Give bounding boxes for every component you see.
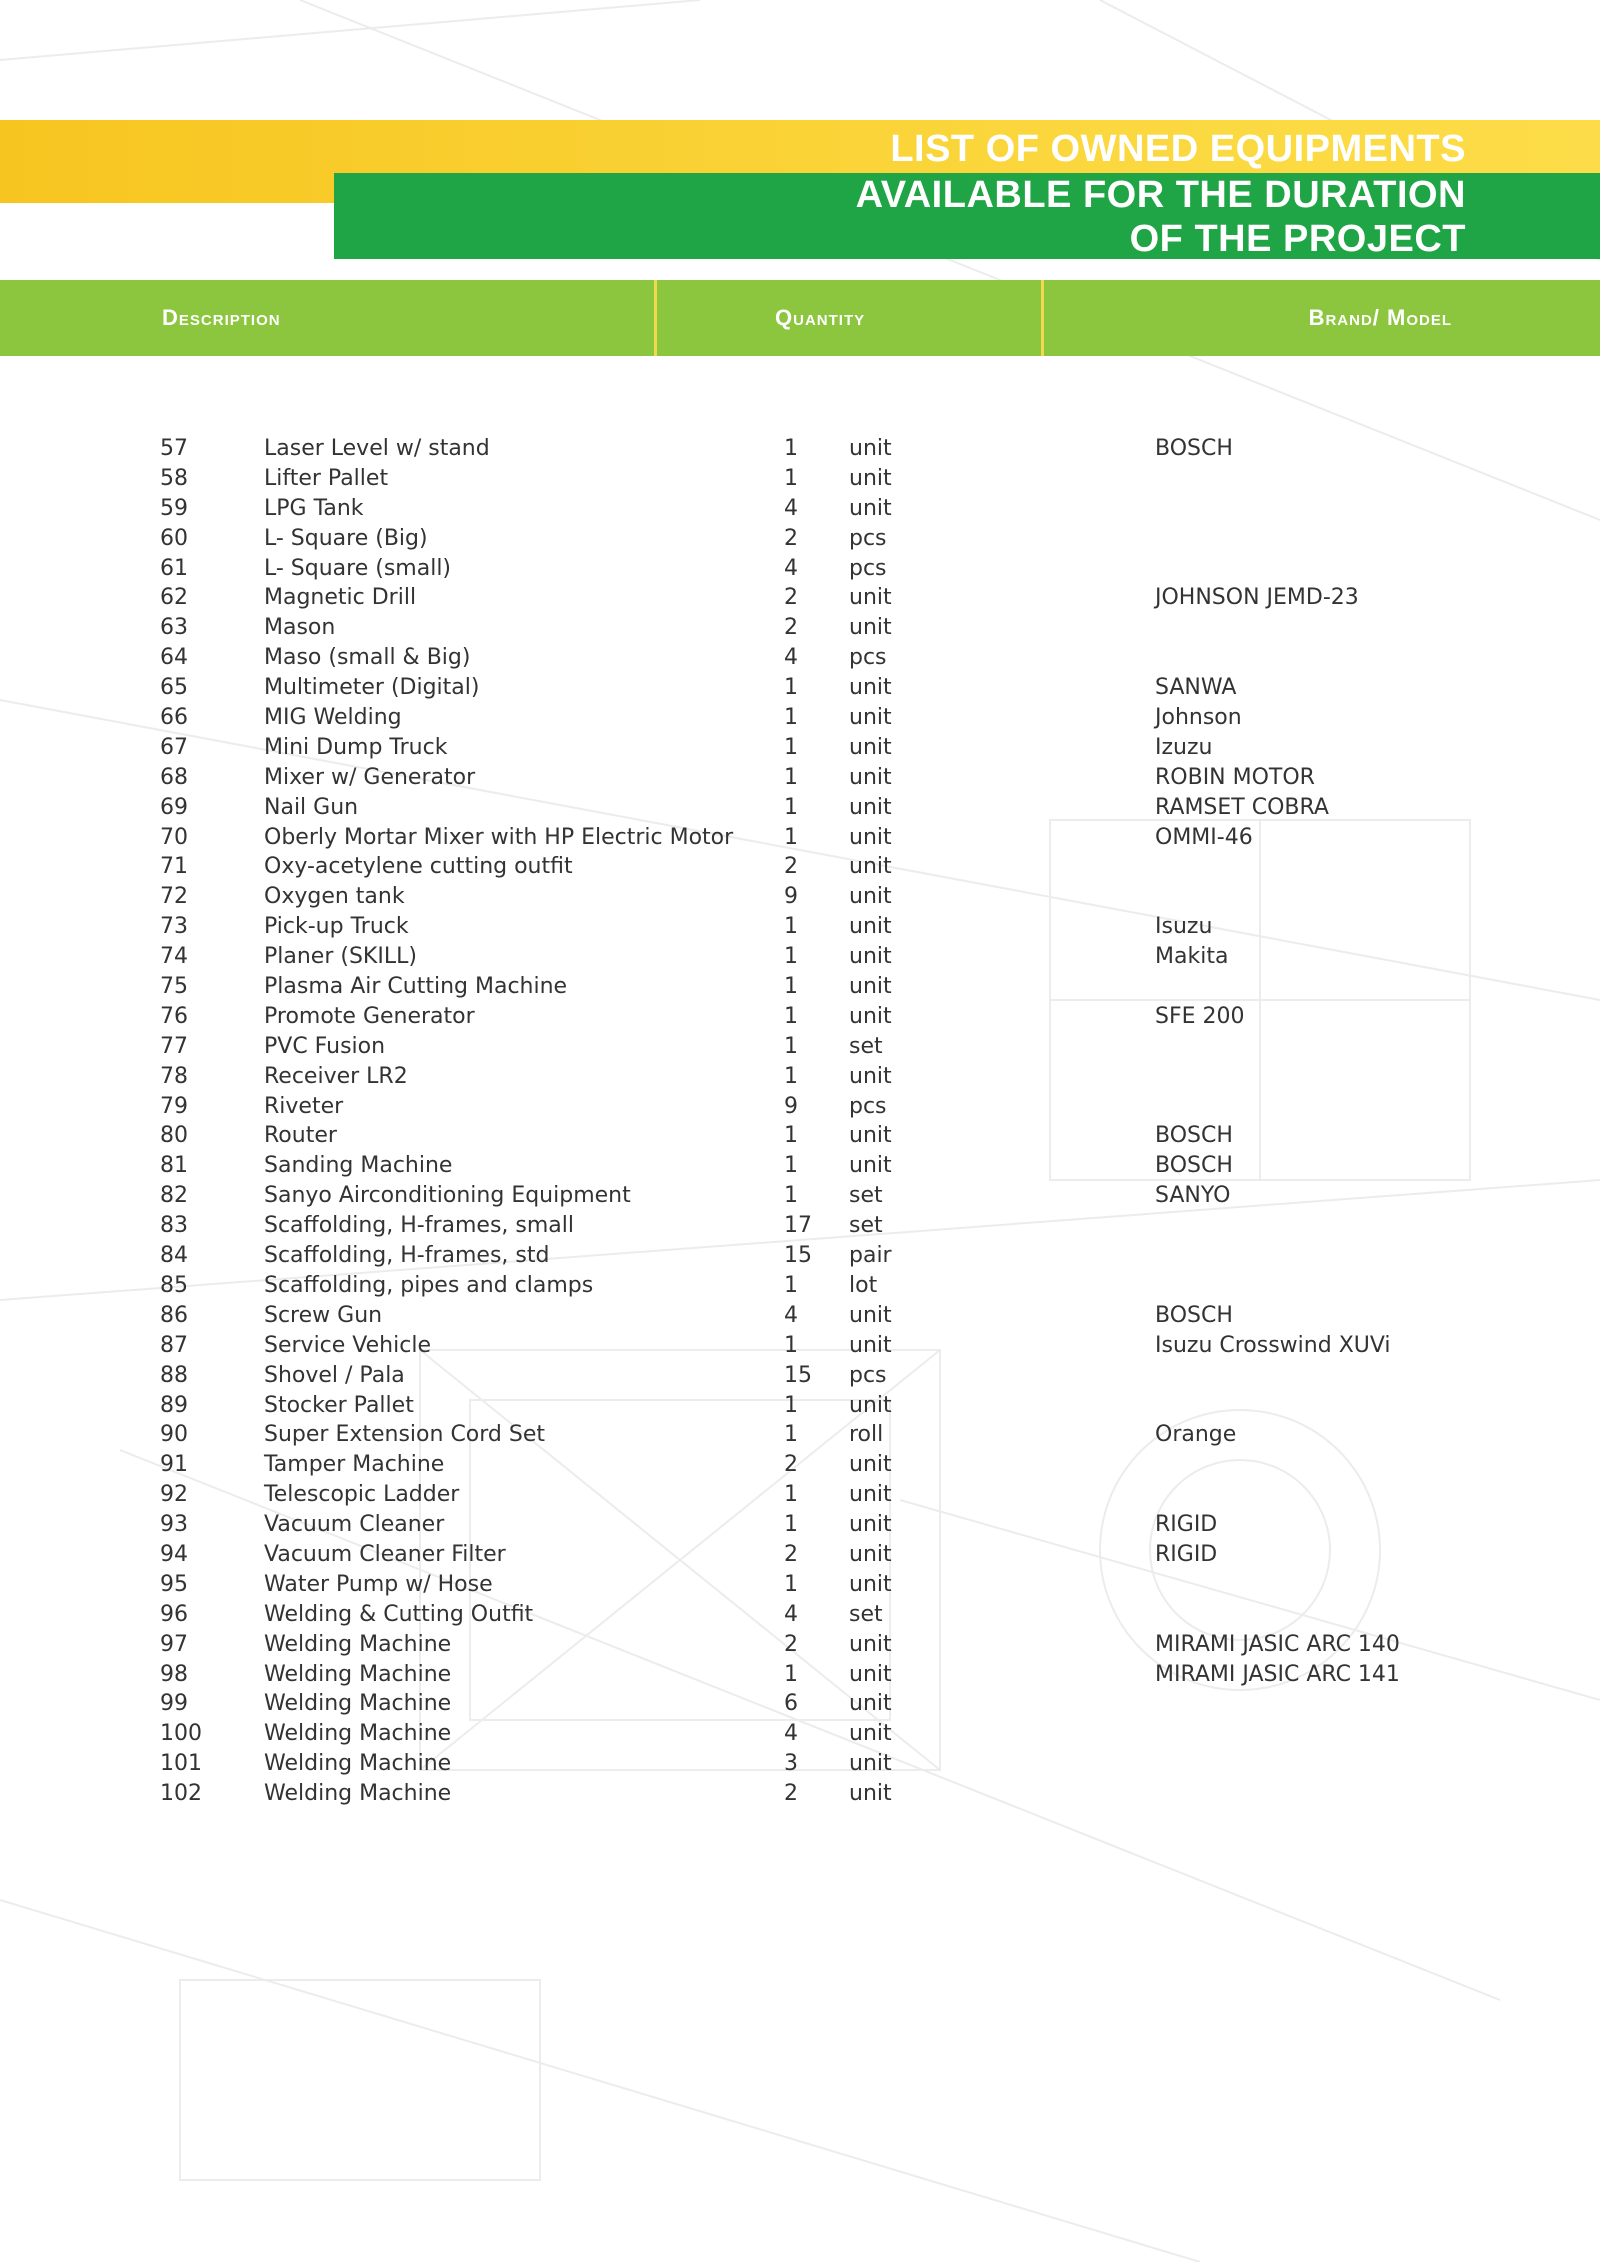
item-quantity: 2: [784, 1452, 798, 1478]
item-number: 93: [160, 1512, 188, 1538]
table-row: [0, 1361, 1600, 1391]
item-description: Pick-up Truck: [264, 914, 409, 940]
item-quantity: 4: [784, 495, 798, 521]
item-number: 81: [160, 1153, 188, 1179]
item-unit: unit: [849, 1691, 892, 1717]
item-quantity: 4: [784, 1302, 798, 1328]
item-number: 68: [160, 764, 188, 790]
item-description: Maso (small & Big): [264, 645, 471, 671]
item-brand-model: RIGID: [1155, 1512, 1218, 1538]
item-brand-model: Makita: [1155, 944, 1229, 970]
item-unit: pcs: [849, 525, 887, 551]
item-description: Welding Machine: [264, 1751, 452, 1777]
item-description: Scaffolding, H-frames, std: [264, 1243, 550, 1269]
item-quantity: 1: [784, 914, 798, 940]
table-row: [0, 673, 1600, 703]
table-row: [0, 912, 1600, 942]
item-unit: pcs: [849, 645, 887, 671]
item-description: Welding Machine: [264, 1661, 452, 1687]
item-quantity: 1: [784, 1482, 798, 1508]
item-number: 91: [160, 1452, 188, 1478]
table-row: [0, 1331, 1600, 1361]
item-number: 67: [160, 734, 188, 760]
item-description: Mason: [264, 615, 336, 641]
item-brand-model: BOSCH: [1155, 436, 1233, 461]
item-description: Oxygen tank: [264, 884, 405, 910]
item-description: LPG Tank: [264, 495, 364, 521]
title-line-2: AVAILABLE FOR THE DURATION: [855, 174, 1466, 216]
item-quantity: 1: [784, 1153, 798, 1179]
item-unit: set: [849, 1183, 883, 1209]
table-row: [0, 1779, 1600, 1809]
item-description: Tamper Machine: [264, 1452, 445, 1478]
table-row: [0, 1570, 1600, 1600]
item-description: L- Square (small): [264, 555, 452, 581]
item-description: Planer (SKILL): [264, 944, 417, 970]
table-row: [0, 524, 1600, 554]
item-brand-model: BOSCH: [1155, 1302, 1233, 1328]
item-quantity: 2: [784, 854, 798, 880]
item-unit: unit: [849, 1751, 892, 1777]
item-description: Welding Machine: [264, 1781, 452, 1807]
item-number: 62: [160, 585, 188, 611]
item-description: Welding Machine: [264, 1691, 452, 1717]
item-quantity: 4: [784, 645, 798, 671]
table-row: [0, 583, 1600, 613]
table-row: [0, 1391, 1600, 1421]
item-number: 72: [160, 884, 188, 910]
table-row: [0, 613, 1600, 643]
item-quantity: 1: [784, 1332, 798, 1358]
table-row: [0, 1002, 1600, 1032]
item-unit: set: [849, 1213, 883, 1239]
table-row: [0, 972, 1600, 1002]
table-row: [0, 1211, 1600, 1241]
item-unit: unit: [849, 1392, 892, 1418]
item-quantity: 1: [784, 1392, 798, 1418]
item-unit: unit: [849, 1302, 892, 1328]
item-number: 85: [160, 1272, 188, 1298]
item-number: 60: [160, 525, 188, 551]
item-number: 89: [160, 1392, 188, 1418]
item-unit: unit: [849, 914, 892, 940]
table-row: [0, 1749, 1600, 1779]
equipment-list: [0, 434, 1600, 1809]
table-row: [0, 1719, 1600, 1749]
item-description: Receiver LR2: [264, 1063, 408, 1089]
item-quantity: 2: [784, 585, 798, 611]
item-unit: unit: [849, 1541, 892, 1567]
item-description: L- Square (Big): [264, 525, 428, 551]
item-unit: unit: [849, 974, 892, 1000]
item-quantity: 9: [784, 884, 798, 910]
item-quantity: 1: [784, 1033, 798, 1059]
item-brand-model: JOHNSON JEMD-23: [1155, 585, 1359, 611]
item-brand-model: RIGID: [1155, 1541, 1218, 1567]
item-number: 77: [160, 1033, 188, 1059]
item-unit: pcs: [849, 1093, 887, 1119]
item-description: Sanyo Airconditioning Equipment: [264, 1183, 631, 1209]
item-quantity: 1: [784, 764, 798, 790]
item-brand-model: SFE 200: [1155, 1003, 1245, 1029]
item-number: 83: [160, 1213, 188, 1239]
item-unit: unit: [849, 465, 892, 491]
item-description: Water Pump w/ Hose: [264, 1571, 493, 1597]
item-brand-model: Orange: [1155, 1422, 1237, 1448]
table-row: [0, 882, 1600, 912]
table-row: [0, 1032, 1600, 1062]
item-unit: unit: [849, 854, 892, 880]
item-number: 63: [160, 615, 188, 641]
item-description: Welding & Cutting Outfit: [264, 1601, 534, 1627]
item-brand-model: Izuzu: [1155, 734, 1213, 760]
item-number: 57: [160, 436, 188, 461]
item-unit: roll: [849, 1422, 884, 1448]
table-row: [0, 1420, 1600, 1450]
item-unit: set: [849, 1601, 883, 1627]
item-number: 61: [160, 555, 188, 581]
item-number: 92: [160, 1482, 188, 1508]
table-row: [0, 434, 1600, 464]
item-description: Shovel / Pala: [264, 1362, 405, 1388]
item-brand-model: MIRAMI JASIC ARC 140: [1155, 1631, 1400, 1657]
item-number: 80: [160, 1123, 188, 1149]
table-row: [0, 494, 1600, 524]
table-row: [0, 1480, 1600, 1510]
item-number: 69: [160, 794, 188, 820]
item-description: Service Vehicle: [264, 1332, 431, 1358]
item-number: 84: [160, 1243, 188, 1269]
header-divider: [654, 280, 657, 356]
item-description: Mixer w/ Generator: [264, 764, 476, 790]
item-quantity: 1: [784, 1183, 798, 1209]
item-number: 97: [160, 1631, 188, 1657]
table-row: [0, 1301, 1600, 1331]
item-number: 65: [160, 675, 188, 701]
item-unit: unit: [849, 1661, 892, 1687]
item-number: 101: [160, 1751, 202, 1777]
item-brand-model: BOSCH: [1155, 1123, 1233, 1149]
item-quantity: 15: [784, 1243, 812, 1269]
item-brand-model: RAMSET COBRA: [1155, 794, 1329, 820]
item-quantity: 1: [784, 705, 798, 731]
item-unit: unit: [849, 1512, 892, 1538]
item-description: Welding Machine: [264, 1721, 452, 1747]
table-row: [0, 793, 1600, 823]
item-description: Lifter Pallet: [264, 465, 389, 491]
item-unit: unit: [849, 615, 892, 641]
item-number: 87: [160, 1332, 188, 1358]
item-number: 58: [160, 465, 188, 491]
item-number: 73: [160, 914, 188, 940]
header-divider: [1041, 280, 1044, 356]
table-row: [0, 1540, 1600, 1570]
item-number: 88: [160, 1362, 188, 1388]
item-quantity: 2: [784, 525, 798, 551]
item-brand-model: BOSCH: [1155, 1153, 1233, 1179]
item-number: 96: [160, 1601, 188, 1627]
column-header-quantity: Quantity: [775, 305, 866, 330]
item-brand-model: MIRAMI JASIC ARC 141: [1155, 1661, 1400, 1687]
item-unit: unit: [849, 1631, 892, 1657]
table-row: [0, 763, 1600, 793]
item-description: Vacuum Cleaner Filter: [264, 1541, 506, 1567]
item-quantity: 4: [784, 1601, 798, 1627]
item-unit: unit: [849, 824, 892, 850]
item-quantity: 1: [784, 1661, 798, 1687]
item-description: Mini Dump Truck: [264, 734, 448, 760]
item-brand-model: SANWA: [1155, 675, 1237, 701]
table-row: [0, 1241, 1600, 1271]
title-line-1: LIST OF OWNED EQUIPMENTS: [890, 128, 1466, 170]
item-unit: unit: [849, 794, 892, 820]
item-unit: pcs: [849, 1362, 887, 1388]
table-row: [0, 1062, 1600, 1092]
item-quantity: 2: [784, 1541, 798, 1567]
item-brand-model: Isuzu Crosswind XUVi: [1155, 1332, 1391, 1358]
item-description: Plasma Air Cutting Machine: [264, 974, 568, 1000]
item-description: Stocker Pallet: [264, 1392, 414, 1418]
item-description: PVC Fusion: [264, 1033, 386, 1059]
item-unit: unit: [849, 1003, 892, 1029]
item-description: Vacuum Cleaner: [264, 1512, 445, 1538]
item-quantity: 1: [784, 1272, 798, 1298]
table-row: [0, 554, 1600, 584]
item-number: 94: [160, 1541, 188, 1567]
table-row: [0, 1510, 1600, 1540]
item-number: 90: [160, 1422, 188, 1448]
table-row: [0, 1660, 1600, 1690]
item-unit: unit: [849, 1482, 892, 1508]
item-description: Multimeter (Digital): [264, 675, 480, 701]
item-quantity: 1: [784, 465, 798, 491]
item-brand-model: SANYO: [1155, 1183, 1231, 1209]
item-quantity: 2: [784, 615, 798, 641]
item-brand-model: Isuzu: [1155, 914, 1213, 940]
item-unit: pcs: [849, 555, 887, 581]
item-unit: unit: [849, 1452, 892, 1478]
item-unit: unit: [849, 495, 892, 521]
table-row: [0, 1450, 1600, 1480]
item-unit: unit: [849, 1781, 892, 1807]
item-number: 66: [160, 705, 188, 731]
table-row: [0, 1600, 1600, 1630]
table-row: [0, 1689, 1600, 1719]
item-quantity: 6: [784, 1691, 798, 1717]
item-quantity: 4: [784, 555, 798, 581]
item-description: MIG Welding: [264, 705, 402, 731]
item-quantity: 1: [784, 1003, 798, 1029]
item-description: Router: [264, 1123, 337, 1149]
item-number: 102: [160, 1781, 202, 1807]
item-quantity: 1: [784, 824, 798, 850]
item-number: 74: [160, 944, 188, 970]
item-description: Screw Gun: [264, 1302, 383, 1328]
item-unit: unit: [849, 1721, 892, 1747]
item-description: Promote Generator: [264, 1003, 475, 1029]
item-unit: unit: [849, 1123, 892, 1149]
item-description: Scaffolding, pipes and clamps: [264, 1272, 594, 1298]
item-unit: unit: [849, 1332, 892, 1358]
item-unit: unit: [849, 764, 892, 790]
item-unit: unit: [849, 585, 892, 611]
item-description: Riveter: [264, 1093, 344, 1119]
table-row: [0, 733, 1600, 763]
item-number: 59: [160, 495, 188, 521]
item-quantity: 1: [784, 675, 798, 701]
item-description: Super Extension Cord Set: [264, 1422, 546, 1448]
column-header-description: Description: [162, 305, 281, 330]
item-unit: unit: [849, 675, 892, 701]
item-quantity: 1: [784, 734, 798, 760]
item-quantity: 4: [784, 1721, 798, 1747]
item-unit: pair: [849, 1243, 892, 1269]
item-unit: unit: [849, 1063, 892, 1089]
item-quantity: 3: [784, 1751, 798, 1777]
item-number: 95: [160, 1571, 188, 1597]
item-description: Nail Gun: [264, 794, 359, 820]
item-description: Oxy-acetylene cutting outfit: [264, 854, 573, 880]
item-number: 76: [160, 1003, 188, 1029]
item-quantity: 1: [784, 794, 798, 820]
item-quantity: 1: [784, 1571, 798, 1597]
item-quantity: 1: [784, 1063, 798, 1089]
item-unit: unit: [849, 734, 892, 760]
item-brand-model: ROBIN MOTOR: [1155, 764, 1315, 790]
item-brand-model: OMMI-46: [1155, 824, 1253, 850]
item-number: 86: [160, 1302, 188, 1328]
table-row: [0, 852, 1600, 882]
item-number: 64: [160, 645, 188, 671]
item-description: Oberly Mortar Mixer with HP Electric Motor: [264, 824, 734, 850]
item-quantity: 9: [784, 1093, 798, 1119]
item-number: 100: [160, 1721, 202, 1747]
item-quantity: 1: [784, 1512, 798, 1538]
item-description: Laser Level w/ stand: [264, 436, 490, 461]
item-unit: unit: [849, 705, 892, 731]
item-number: 71: [160, 854, 188, 880]
table-row: [0, 703, 1600, 733]
table-row: [0, 823, 1600, 853]
item-quantity: 1: [784, 1422, 798, 1448]
item-unit: unit: [849, 1571, 892, 1597]
table-row: [0, 1271, 1600, 1301]
item-number: 78: [160, 1063, 188, 1089]
item-number: 98: [160, 1661, 188, 1687]
table-row: [0, 464, 1600, 494]
table-row: [0, 1121, 1600, 1151]
item-brand-model: Johnson: [1155, 705, 1242, 731]
item-quantity: 1: [784, 1123, 798, 1149]
item-number: 75: [160, 974, 188, 1000]
table-row: [0, 1630, 1600, 1660]
item-quantity: 1: [784, 436, 798, 461]
table-row: [0, 643, 1600, 673]
item-unit: set: [849, 1033, 883, 1059]
item-description: Sanding Machine: [264, 1153, 453, 1179]
item-unit: unit: [849, 944, 892, 970]
item-description: Telescopic Ladder: [264, 1482, 460, 1508]
title-line-3: OF THE PROJECT: [1129, 218, 1466, 260]
item-number: 82: [160, 1183, 188, 1209]
item-quantity: 1: [784, 944, 798, 970]
table-row: [0, 1151, 1600, 1181]
table-row: [0, 1181, 1600, 1211]
item-description: Magnetic Drill: [264, 585, 417, 611]
item-quantity: 2: [784, 1781, 798, 1807]
item-unit: unit: [849, 884, 892, 910]
item-number: 99: [160, 1691, 188, 1717]
item-quantity: 1: [784, 974, 798, 1000]
item-quantity: 15: [784, 1362, 812, 1388]
item-description: Welding Machine: [264, 1631, 452, 1657]
item-quantity: 2: [784, 1631, 798, 1657]
item-number: 70: [160, 824, 188, 850]
item-unit: unit: [849, 1153, 892, 1179]
item-unit: unit: [849, 436, 892, 461]
table-row: [0, 1092, 1600, 1122]
item-unit: lot: [849, 1272, 878, 1298]
item-description: Scaffolding, H-frames, small: [264, 1213, 575, 1239]
table-row: [0, 942, 1600, 972]
column-header-brand-model: Brand/ Model: [1308, 305, 1452, 330]
item-quantity: 17: [784, 1213, 812, 1239]
item-number: 79: [160, 1093, 188, 1119]
